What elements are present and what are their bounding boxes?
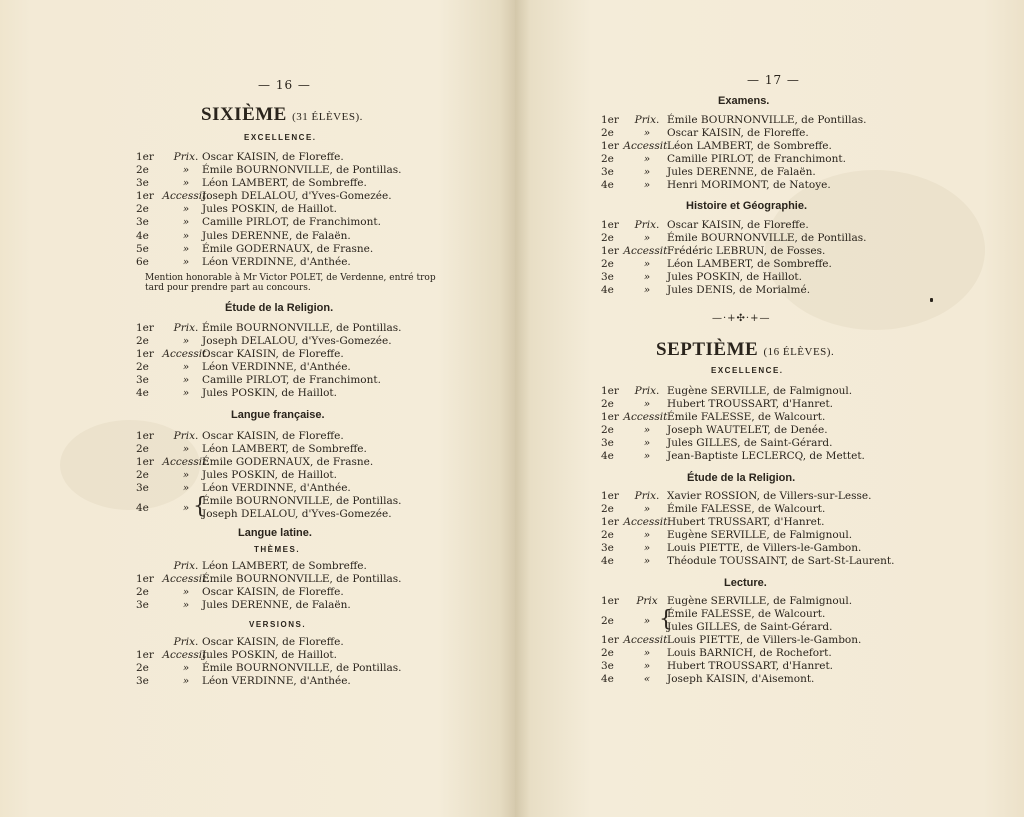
section-title: Langue française. — [231, 409, 325, 421]
section-title: Étude de la Religion. — [687, 472, 796, 484]
class-heading — [201, 104, 363, 126]
honorable-mention-note: Mention honorable à Mr Victor POLET, de Verdenne, entré trop tard pour prendre part au concours. — [145, 273, 436, 293]
brace-icon: { — [659, 607, 673, 632]
section-title: Étude de la Religion. — [225, 302, 334, 314]
section-title: EXCELLENCE. — [244, 133, 317, 142]
page-number: — 17 — — [747, 73, 800, 87]
section-title: Examens. — [718, 95, 770, 107]
page-number: — 16 — — [258, 78, 311, 92]
brace-icon: { — [193, 494, 207, 519]
class-title: SIXIÈME — [201, 104, 287, 125]
ink-spot — [930, 298, 933, 302]
class-title: SEPTIÈME — [656, 339, 759, 360]
left-page: — 16 — SIXIÈME (31 ÉLÈVES). EXCELLENCE. 1er Prix. Oscar KAISIN, de Floreffe. 2e » Émile BOURNONVILLE, de Pontillas. 3e » Léon LAMBERT, de Sombreffe. 1er Accessit. Joseph DELALOU, d'Yves-Gomezée. 2e » Jules POSKIN, de Haillot. 3e » Camille PIRLOT, de Franchimont. 4e » Jules DERENNE, de Falaën. 5e » Émile GODERNAUX, de Frasne. 6e » Léon VERDINNE, d'Anthée. Mention honorable à Mr Victor POLET, de Verdenne, entré trop tard pour prendre part au concours. Étude de la Religion. 1er Prix. Émile BOURNONVILLE, de Pontillas. 2e » Joseph DELALOU, d'Yves-Gomezée. 1er Accessit. Oscar KAISIN, de Floreffe. 2e » Léon VERDINNE, d'Anthée. 3e » Camille PIRLOT, de Franchimont. 4e » Jules POSKIN, de Haillot. Langue française. 1er Prix. Oscar KAISIN, de Floreffe. 2e » Léon LAMBERT, de Sombreffe. 1er Accessit. Émile GODERNAUX, de Frasne. 2e » Jules POSKIN, de Haillot. 3e » Léon VERDINNE, d'Anthée. 4e » { Émile BOURNONVILLE, de Pontillas. Joseph DELALOU, d'Yves-Gomezée. Langue latine. THÈMES. Prix. Léon LAMBERT, de Sombreffe. 1er Accessit. Émile BOURNONVILLE, de Pontillas. 2e » Oscar KAISIN, de Floreffe. 3e » Jules DERENNE, de Falaën. VERSIONS. Prix. Oscar KAISIN, de Floreffe. 1er Accessit. Jules POSKIN, de Haillot. 2e » Émile BOURNONVILLE, de Pontillas. 3e » Léon VERDINNE, d'Anthée. — [0, 0, 515, 817]
subsection-title: THÈMES. — [254, 545, 301, 554]
ornament-divider-icon: —·+✣·+— — [712, 313, 771, 324]
section-title: Lecture. — [724, 577, 767, 589]
subsection-title: VERSIONS. — [249, 620, 307, 629]
section-title: Langue latine. — [238, 527, 312, 539]
section-title: EXCELLENCE. — [711, 366, 784, 375]
right-page: — 17 — Examens. 1er Prix. Émile BOURNONVILLE, de Pontillas. 2e » Oscar KAISIN, de Floreffe. 1er Accessit. Léon LAMBERT, de Sombreffe. 2e » Camille PIRLOT, de Franchimont. 3e » Jules DERENNE, de Falaën. 4e » Henri MORIMONT, de Natoye. Histoire et Géographie. 1er Prix. Oscar KAISIN, de Floreffe. 2e » Émile BOURNONVILLE, de Pontillas. 1er Accessit. Frédéric LEBRUN, de Fosses. 2e » Léon LAMBERT, de Sombreffe. 3e » Jules POSKIN, de Haillot. 4e » Jules DENIS, de Morialmé. —·+✣·+— SEPTIÈME (16 ÉLÈVES). EXCELLENCE. 1er Prix. Eugène SERVILLE, de Falmignoul. 2e » Hubert TROUSSART, d'Hanret. 1er Accessit. Émile FALESSE, de Walcourt. 2e » Joseph WAUTELET, de Denée. 3e » Jules GILLES, de Saint-Gérard. 4e » Jean-Baptiste LECLERCQ, de Mettet. Étude de la Religion. 1er Prix. Xavier ROSSION, de Villers-sur-Lesse. 2e » Émile FALESSE, de Walcourt. 1er Accessit. Hubert TRUSSART, d'Hanret. 2e » Eugène SERVILLE, de Falmignoul. 3e » Louis PIETTE, de Villers-le-Gambon. 4e » Théodule TOUSSAINT, de Sart-St-Laurent. Lecture. 1er Prix Eugène SERVILLE, de Falmignoul. 2e » { Émile FALESSE, de Walcourt. Jules GILLES, de Saint-Gérard. 1er Accessit. Louis PIETTE, de Villers-le-Gambon. 2e » Louis BARNICH, de Rochefort. 3e » Hubert TROUSSART, d'Hanret. 4e « Joseph KAISIN, d'Aisemont. — [515, 0, 1024, 817]
class-count: (31 ÉLÈVES). — [292, 111, 363, 123]
section-title: Histoire et Géographie. — [686, 200, 808, 212]
class-heading — [656, 339, 834, 361]
class-count: (16 ÉLÈVES). — [763, 346, 835, 358]
